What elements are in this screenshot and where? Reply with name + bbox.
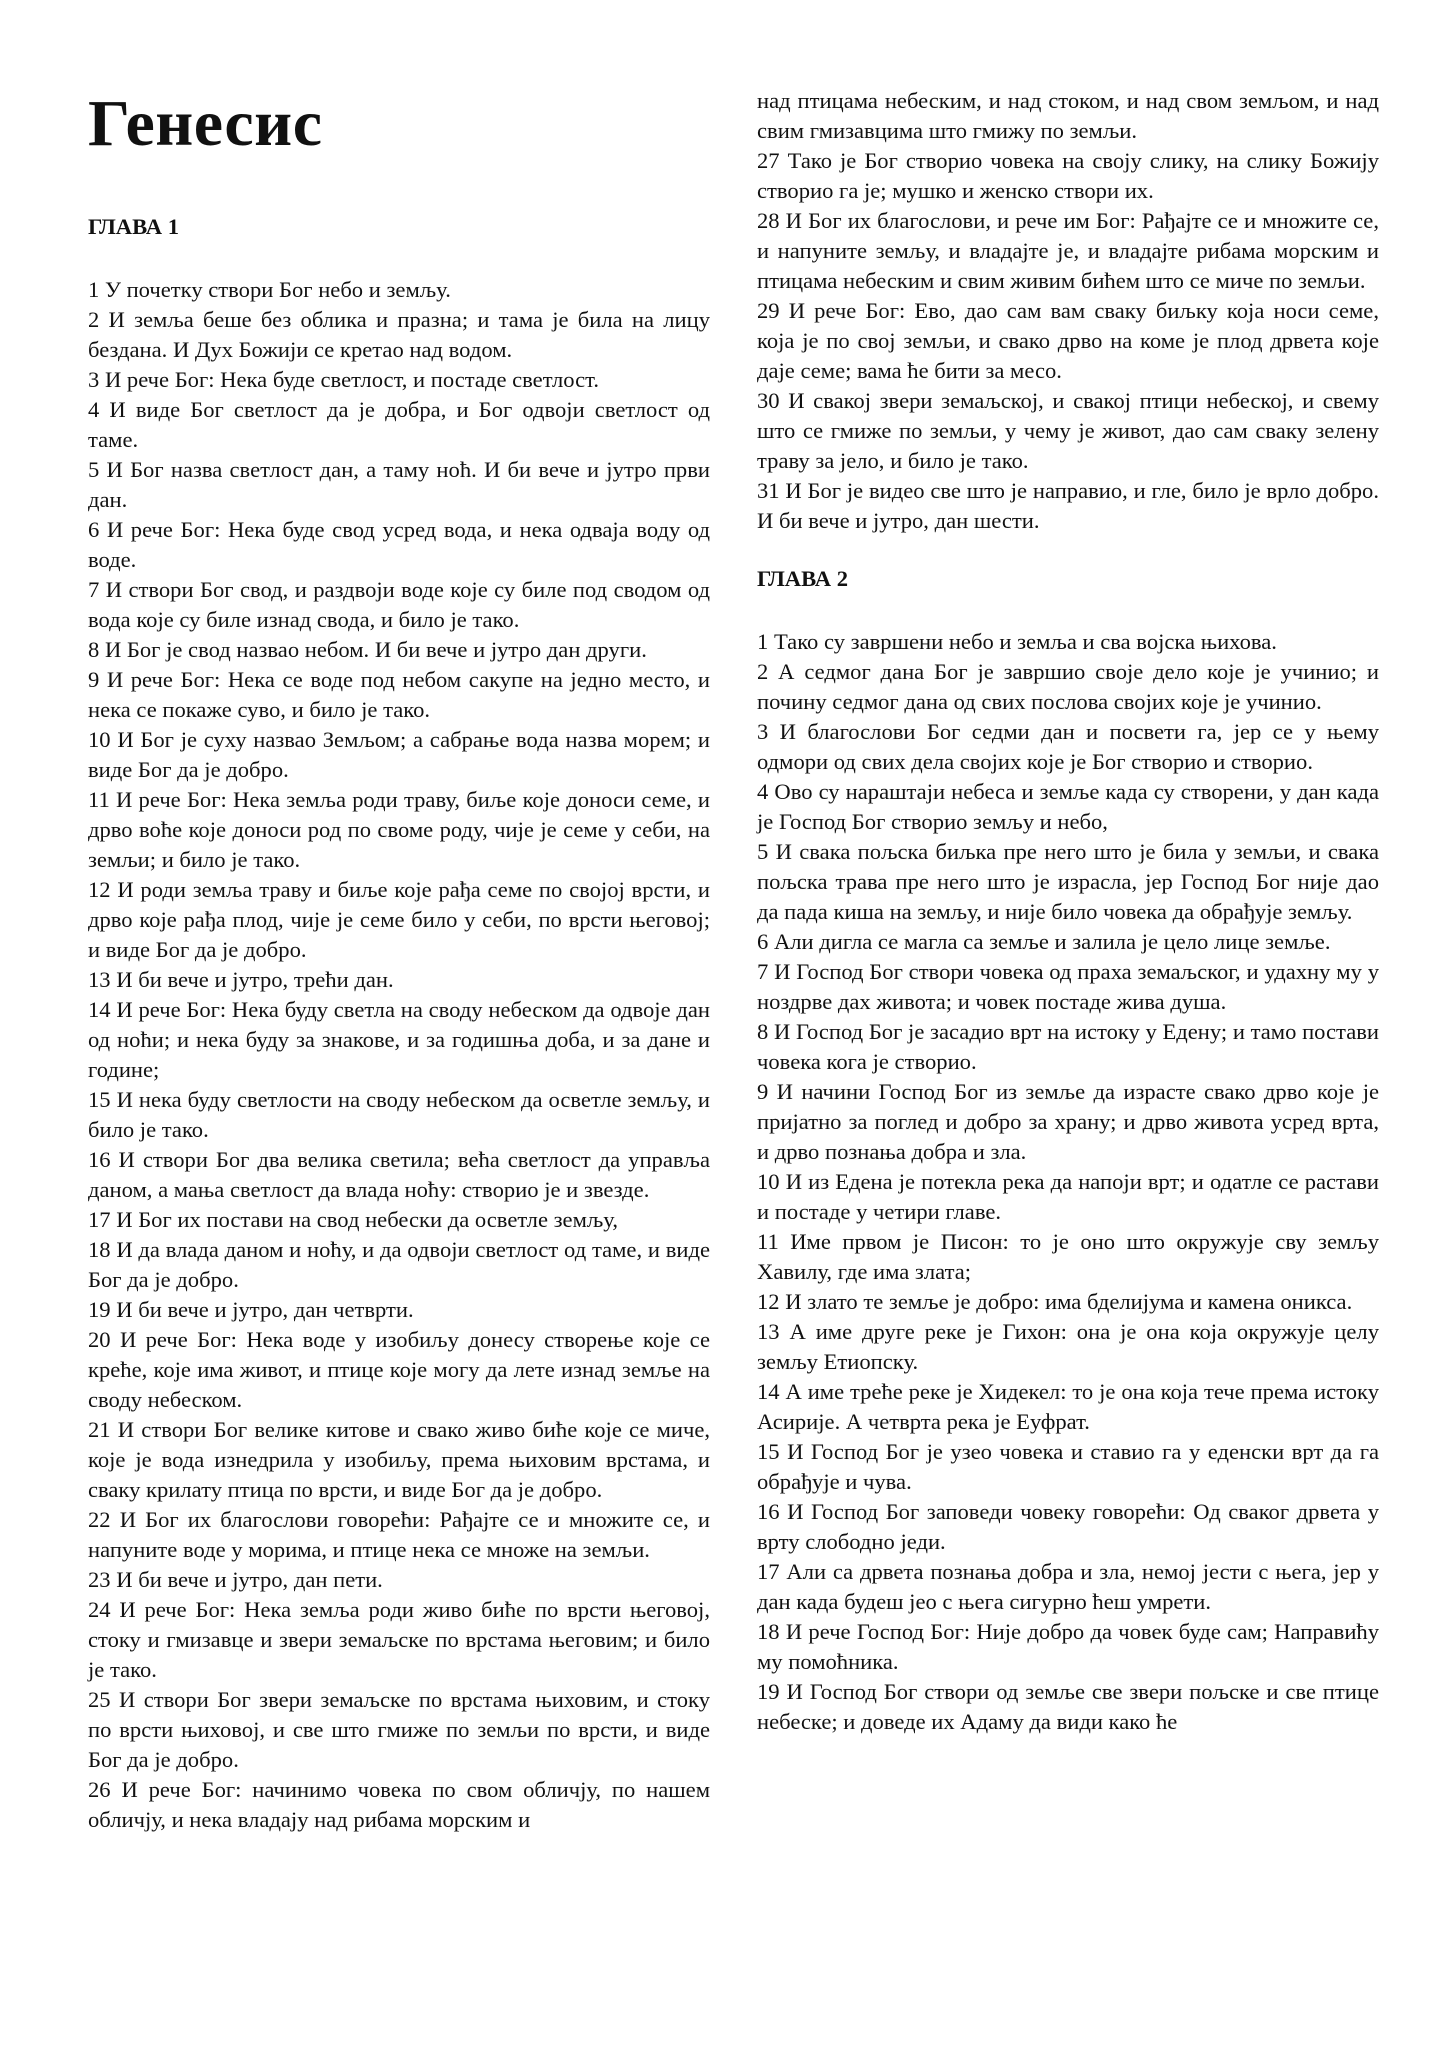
verse: 4 Ово су нараштаји небеса и земље када су створени, у дан када је Господ Бог створио земљу и небо, (757, 779, 1379, 834)
verse: 5 И свака пољска биљка пре него што је била у земљи, и свака пољска трава пре него што је израсла, јер Господ Бог није дао да пада киша на земљу, и није било човека да обрађује земљу. (757, 839, 1379, 924)
verse: 10 И Бог је суху назвао Земљом; а сабрање вода назва морем; и виде Бог да је добро. (88, 727, 710, 782)
verse: 16 И створи Бог два велика светила; већа светлост да управља даном, а мања светлост да влада ноћу: створио је и звезде. (88, 1147, 710, 1202)
verse: 16 И Господ Бог заповеди човеку говорећи: Од сваког дрвета у врту слободно једи. (757, 1499, 1379, 1554)
left-column (88, 0, 710, 1835)
verse: 28 И Бог их благослови, и рече им Бог: Рађајте се и множите се, и напуните земљу, и владајте је, и владајте рибама морским и птицама небеским и свим живим бићем што се миче по земљи. (757, 208, 1379, 293)
verse: 4 И виде Бог светлост да је добра, и Бог одвоји светлост од таме. (88, 397, 710, 452)
chapter-2-verses (757, 627, 1379, 1737)
verse: 2 А седмог дана Бог је завршио своје дело које је учинио; и почину седмог дана од свих послова својих које је учинио. (757, 659, 1379, 714)
verse: 18 И рече Господ Бог: Није добро да човек буде сам; Направићу му помоћника. (757, 1619, 1379, 1674)
chapter-1-verses (88, 275, 710, 1835)
chapter-1-verses-continued (757, 86, 1379, 536)
verse: 12 И роди земља траву и биље које рађа семе по својој врсти, и дрво које рађа плод, чије је семе било у себи, по врсти његовој; и виде Бог да је добро. (88, 877, 710, 962)
verse: 27 Тако је Бог створио човека на своју слику, на слику Божију створио га је; мушко и женско створи их. (757, 148, 1379, 203)
verse: 18 И да влада даном и ноћу, и да одвоји светлост од таме, и виде Бог да је добро. (88, 1237, 710, 1292)
verse: 21 И створи Бог велике китове и свако живо биће које се миче, које је вода изнедрила у изобиљу, према њиховим врстама, и сваку крилату птица по врсти, и виде Бог да је добро. (88, 1417, 710, 1502)
verse: 7 И створи Бог свод, и раздвоји воде које су биле под сводом од вода које су биле изнад свода, и било је тако. (88, 577, 710, 632)
verse: 19 И би вече и јутро, дан четврти. (88, 1297, 414, 1322)
verse: 10 И из Едена је потекла река да напоји врт; и одатле се растави и постаде у четири главе. (757, 1169, 1379, 1224)
verse: 20 И рече Бог: Нека воде у изобиљу донесу створење које се креће, које има живот, и птице које могу да лете изнад земље на своду небеском. (88, 1327, 710, 1412)
verse: 2 И земља беше без облика и празна; и тама је била на лицу бездана. И Дух Божији се кретао над водом. (88, 307, 710, 362)
verse: 9 И рече Бог: Нека се воде под небом сакупе на једно место, и нека се покаже суво, и било је тако. (88, 667, 710, 722)
verse: 15 И Господ Бог је узео човека и ставио га у еденски врт да га обрађује и чува. (757, 1439, 1379, 1494)
verse: 17 И Бог их постави на свод небески да осветле земљу, (88, 1207, 618, 1232)
verse: над птицама небеским, и над стоком, и над свом земљом, и над свим гмизавцима што гмижу по земљи. (757, 88, 1379, 143)
book-title: Генесис (88, 87, 323, 160)
verse: 19 И Господ Бог створи од земље све звери пољске и све птице небеске; и доведе их Адаму да види како ће (757, 1679, 1379, 1734)
verse: 3 И благослови Бог седми дан и посвети га, јер се у њему одмори од свих дела својих које је Бог створио и створио. (757, 719, 1379, 774)
chapter-heading: ГЛАВА 1 (88, 214, 180, 239)
verse: 6 И рече Бог: Нека буде свод усред вода, и нека одваја воду од воде. (88, 517, 710, 572)
chapter-heading: ГЛАВА 2 (757, 566, 849, 591)
verse: 3 И рече Бог: Нека буде светлост, и постаде светлост. (88, 367, 600, 392)
verse: 6 Али дигла се магла са земље и залила је цело лице земље. (757, 929, 1331, 954)
right-column (757, 0, 1379, 1737)
verse: 11 И рече Бог: Нека земља роди траву, биље које доноси семе, и дрво воће које доноси род по своме роду, чије је семе у себи, на земљи; и било је тако. (88, 787, 710, 872)
verse: 12 И злато те земље је добро: има бделијума и камена оникса. (757, 1289, 1353, 1314)
verse: 7 И Господ Бог створи човека од праха земаљског, и удахну му у ноздрве дах живота; и човек постаде жива душа. (757, 959, 1379, 1014)
verse: 23 И би вече и јутро, дан пети. (88, 1567, 383, 1592)
verse: 15 И нека буду светлости на своду небеском да осветле земљу, и било је тако. (88, 1087, 710, 1142)
verse: 22 И Бог их благослови говорећи: Рађајте се и множите се, и напуните воде у морима, и птице нека се множе на земљи. (88, 1507, 710, 1562)
verse: 9 И начини Господ Бог из земље да израсте свако дрво које је пријатно за поглед и добро за храну; и дрво живота усред врта, и дрво познања добра и зла. (757, 1079, 1379, 1164)
verse: 29 И рече Бог: Ево, дао сам вам сваку биљку која носи семе, која је по свој земљи, и свако дрво на коме је плод дрвета које даје семе; вама ће бити за месо. (757, 298, 1379, 383)
verse: 13 И би вече и јутро, трећи дан. (88, 967, 394, 992)
verse: 14 И рече Бог: Нека буду светла на своду небеском да одвоје дан од ноћи; и нека буду за знакове, и за годишња доба, и за дане и године; (88, 997, 710, 1082)
verse: 24 И рече Бог: Нека земља роди живо биће по врсти његовој, стоку и гмизавце и звери земаљске по врстама његовим; и било је тако. (88, 1597, 710, 1682)
verse: 30 И свакој звери земаљској, и свакој птици небеској, и свему што се гмиже по земљи, у чему је живот, дао сам сваку зелену траву за јело, и било је тако. (757, 388, 1379, 473)
verse: 5 И Бог назва светлост дан, а таму ноћ. И би вече и јутро први дан. (88, 457, 710, 512)
verse: 11 Име првом је Писон: то је оно што окружује сву земљу Хавилу, где има злата; (757, 1229, 1379, 1284)
verse: 1 У почетку створи Бог небо и земљу. (88, 277, 451, 302)
verse: 13 А име друге реке је Гихон: она је она која окружује целу земљу Етиопску. (757, 1319, 1379, 1374)
verse: 17 Али са дрвета познања добра и зла, немој јести с њега, јер у дан када будеш јео с њега сигурно ћеш умрети. (757, 1559, 1379, 1614)
verse: 8 И Бог је свод назвао небом. И би вече и јутро дан други. (88, 637, 647, 662)
verse: 8 И Господ Бог је засадио врт на истоку у Едену; и тамо постави човека кога је створио. (757, 1019, 1379, 1074)
verse: 31 И Бог је видео све што је направио, и гле, било је врло добро. И би вече и јутро, дан шести. (757, 478, 1379, 533)
verse: 14 А име треће реке је Хидекел: то је она која тече према истоку Асирије. А четврта река је Еуфрат. (757, 1379, 1379, 1434)
verse: 25 И створи Бог звери земаљске по врстама њиховим, и стоку по врсти њиховој, и све што гмиже по земљи по врсти, и виде Бог да је добро. (88, 1687, 710, 1772)
verse: 1 Тако су завршени небо и земља и сва војска њихова. (757, 629, 1277, 654)
verse-part: 26 И рече Бог: начинимо човека по свом обличју, по нашем обличју, и нека владају над рибама морским и (88, 1777, 710, 1832)
